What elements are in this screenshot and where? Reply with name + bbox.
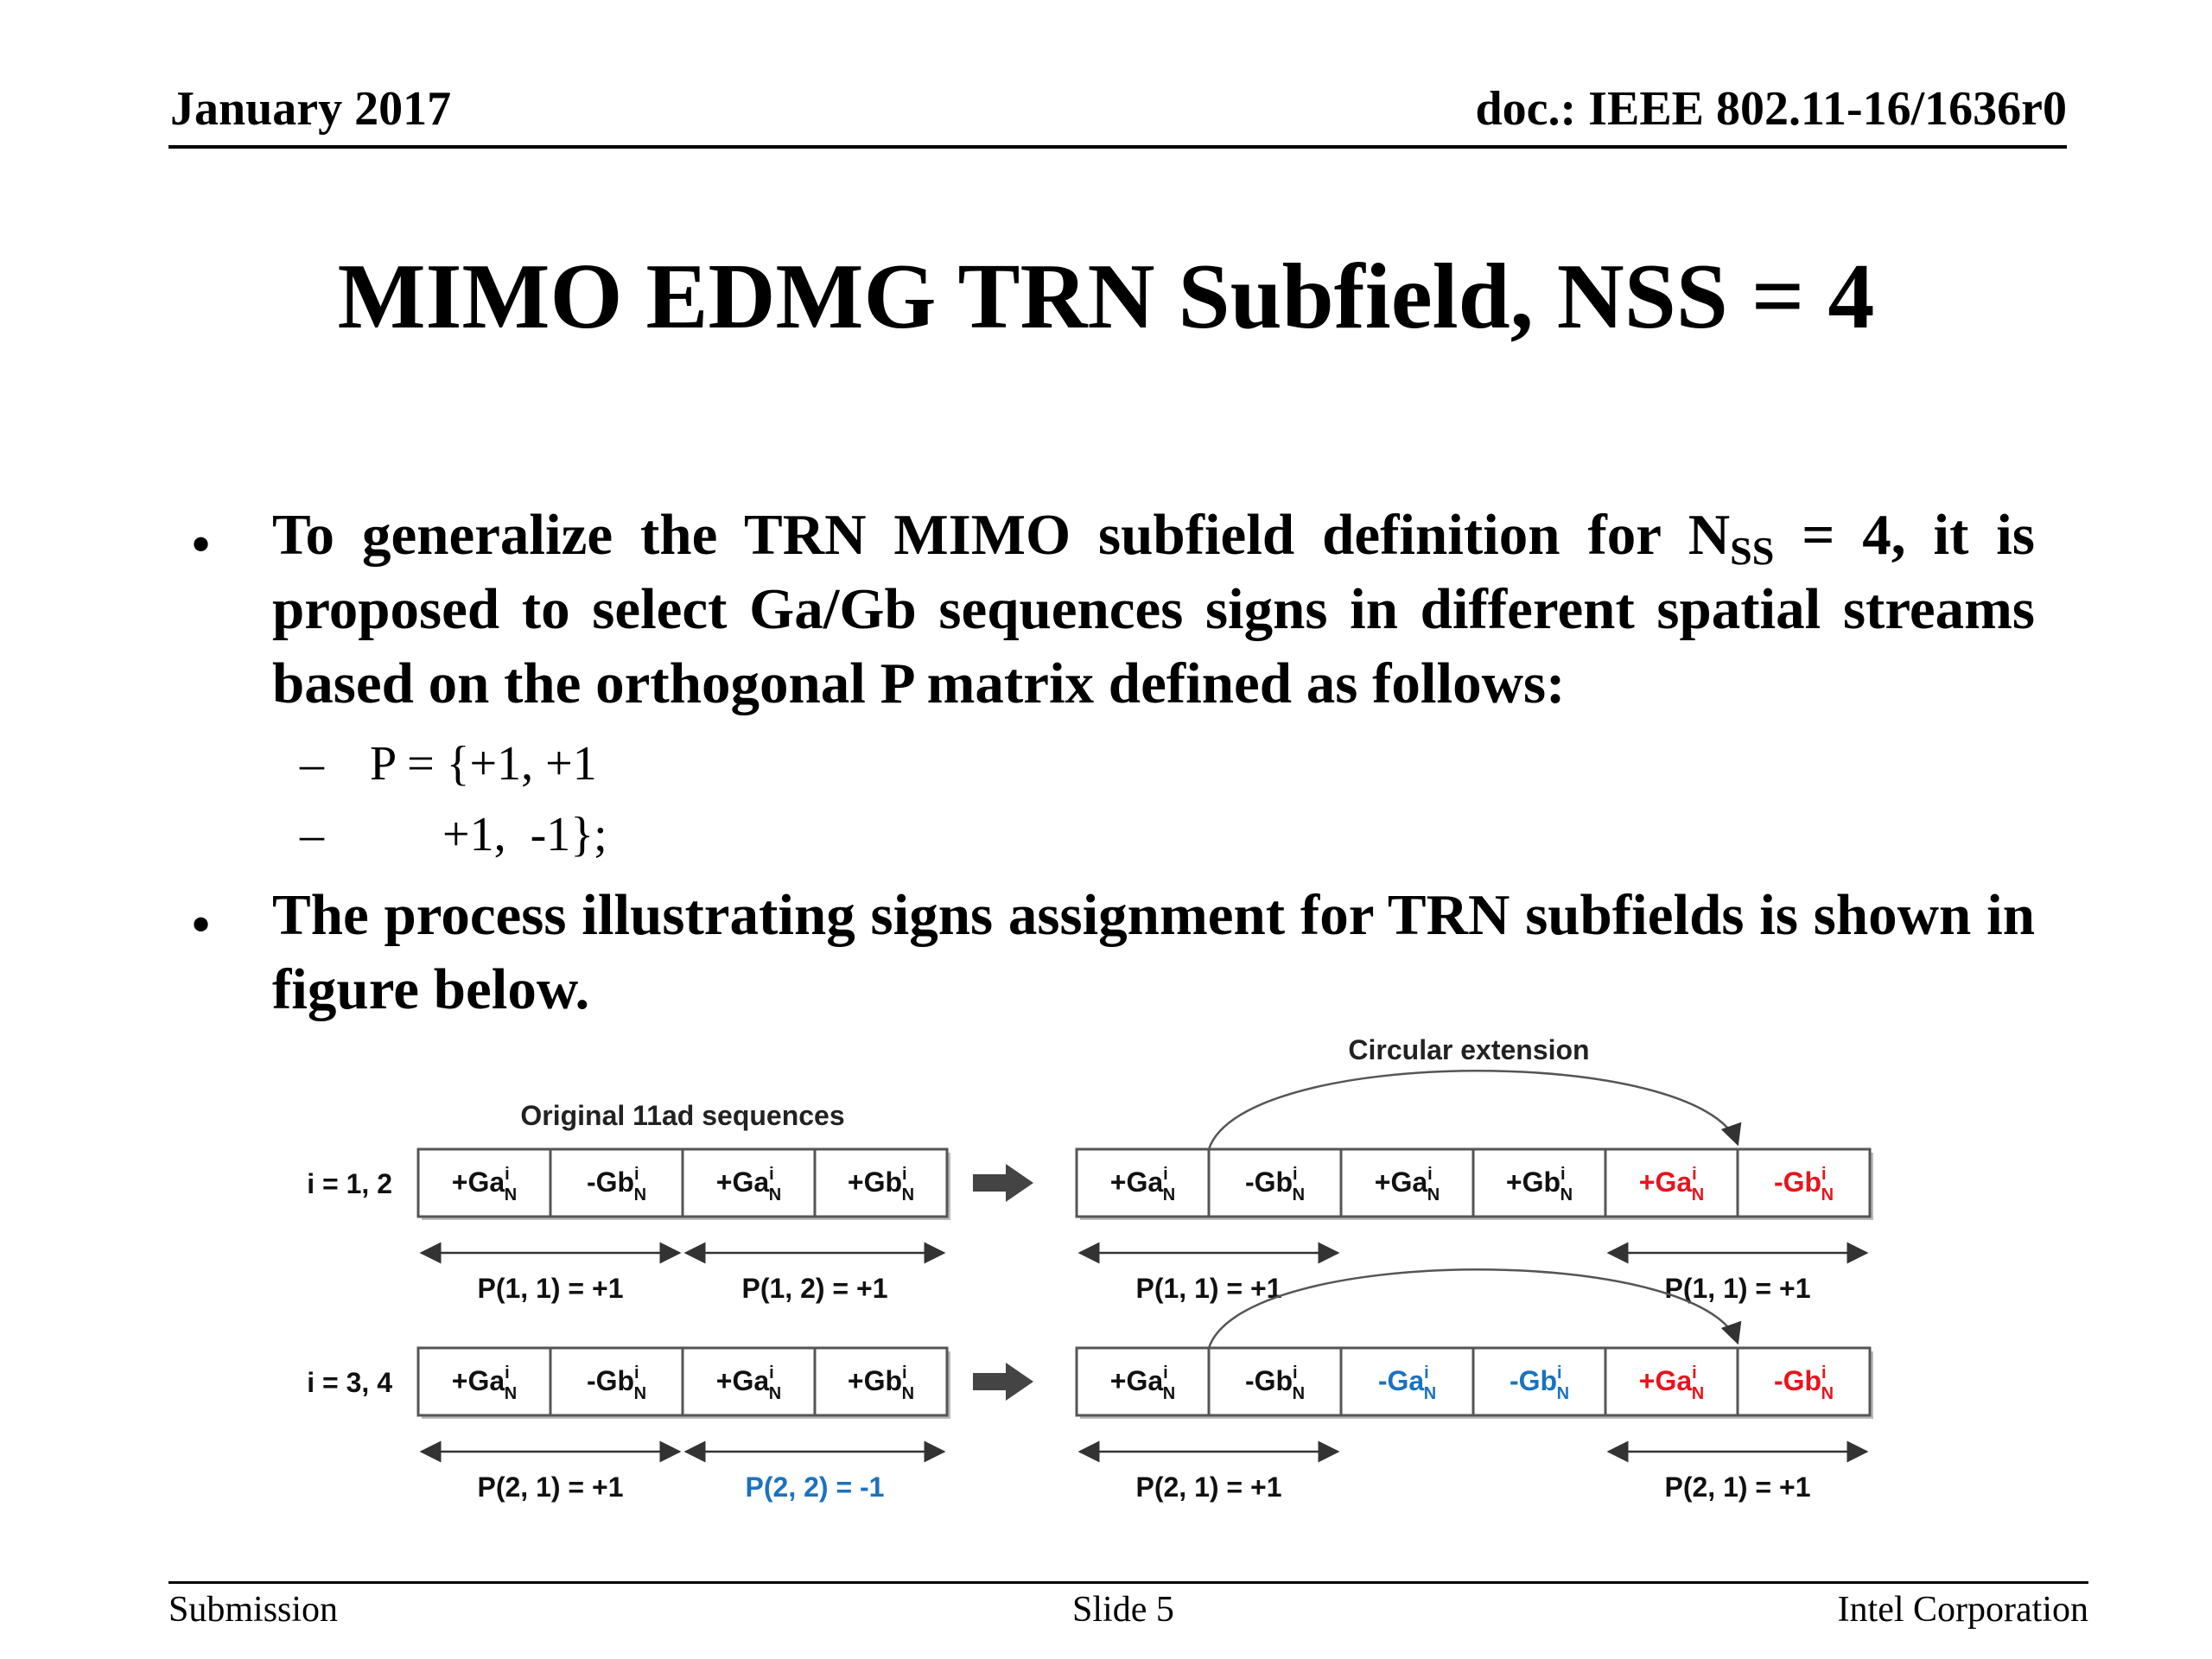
sequence-label: $+Gb^i$ N [847,1363,915,1403]
sequence-label: -Gb$^i$ N [1773,1363,1834,1403]
circular-extension-arrow [1209,1269,1738,1348]
sequence-label: $+Ga^i$ N [451,1165,518,1205]
sequence-label: $+Ga^i$ N [1109,1363,1176,1403]
p-value-label: P(1, 2) = +1 [741,1273,888,1304]
bullet-1-text-a: To generalize the TRN MIMO subfield definition for N [272,503,1731,567]
p-value-label: P(2, 1) = +1 [477,1471,624,1503]
sequence-label: $+Ga^i$ N [715,1165,782,1205]
sequence-label: -Gb$^i$ N [1244,1165,1306,1205]
footer-divider [168,1581,2088,1584]
p-value-label: P(1, 1) = +1 [477,1273,624,1304]
bullet-dot: • [192,516,211,573]
sequence-label: $+Ga^i$ N [1109,1165,1176,1205]
bullet-text-2: The process illustrating signs assignment for TRN subfields is shown in figure below. [272,883,2035,1021]
p-value-label: P(2, 1) = +1 [1135,1471,1282,1503]
p-value-label: P(2, 2) = -1 [745,1471,885,1503]
header-doc-id: doc.: IEEE 802.11-16/1636r0 [1475,82,2067,136]
footer-submission: Submission [168,1590,339,1630]
footer-company: Intel Corporation [1837,1590,2088,1630]
original-sequences-label: Original 11ad sequences [520,1100,845,1131]
footer-slide-number: Slide 5 [1072,1590,1174,1630]
sequence-label: -Gb$^i$ N [1509,1363,1570,1403]
sequence-label: $+Ga^i$ N [451,1363,518,1403]
sequence-label: $+Ga^i$ N [1374,1165,1440,1205]
slide-title: MIMO EDMG TRN Subfield, NSS = 4 [337,245,1875,348]
header-date: January 2017 [170,82,452,136]
sub-item-1: P = {+1, +1 [370,737,597,791]
sequence-label: $+Gb^i$ N [1505,1165,1573,1205]
sequence-label: -Gb$^i$ N [586,1363,647,1403]
p-value-label: P(1, 1) = +1 [1135,1273,1282,1304]
row-index-label: i = 3, 4 [307,1367,392,1398]
row-index-label: i = 1, 2 [307,1168,392,1199]
sub-dash: – [300,737,324,791]
sequence-label: $+Gb^i$ N [847,1165,915,1205]
sequence-label: $+Ga^i$ N [715,1363,782,1403]
sequence-label: $+Ga^i$ N [1638,1363,1705,1403]
sequence-label: -Gb$^i$ N [586,1165,647,1205]
p-value-label: P(1, 1) = +1 [1664,1273,1811,1304]
sequence-label: -Ga$^i$ N [1377,1363,1437,1403]
bullet-1-text-b: = 4, it is proposed to select Ga/Gb sequences signs in different spatial streams based on the orthogonal P matrix defined as follows: [272,503,2035,715]
sub-dash: – [300,808,324,861]
p-value-label: P(2, 1) = +1 [1664,1471,1811,1503]
bullet-dot: • [192,896,211,953]
sequence-label: $+Ga^i$ N [1638,1165,1705,1205]
circular-extension-label: Circular extension [1348,1034,1590,1065]
circular-extension-arrow [1209,1071,1738,1149]
sequence-label: -Gb$^i$ N [1773,1165,1834,1205]
sub-item-2: +1, -1}; [370,808,607,861]
sequence-label: -Gb$^i$ N [1244,1363,1306,1403]
bullet-1-subscript: SS [1730,529,1775,573]
transform-arrow-icon [973,1363,1033,1401]
transform-arrow-icon [973,1164,1033,1202]
